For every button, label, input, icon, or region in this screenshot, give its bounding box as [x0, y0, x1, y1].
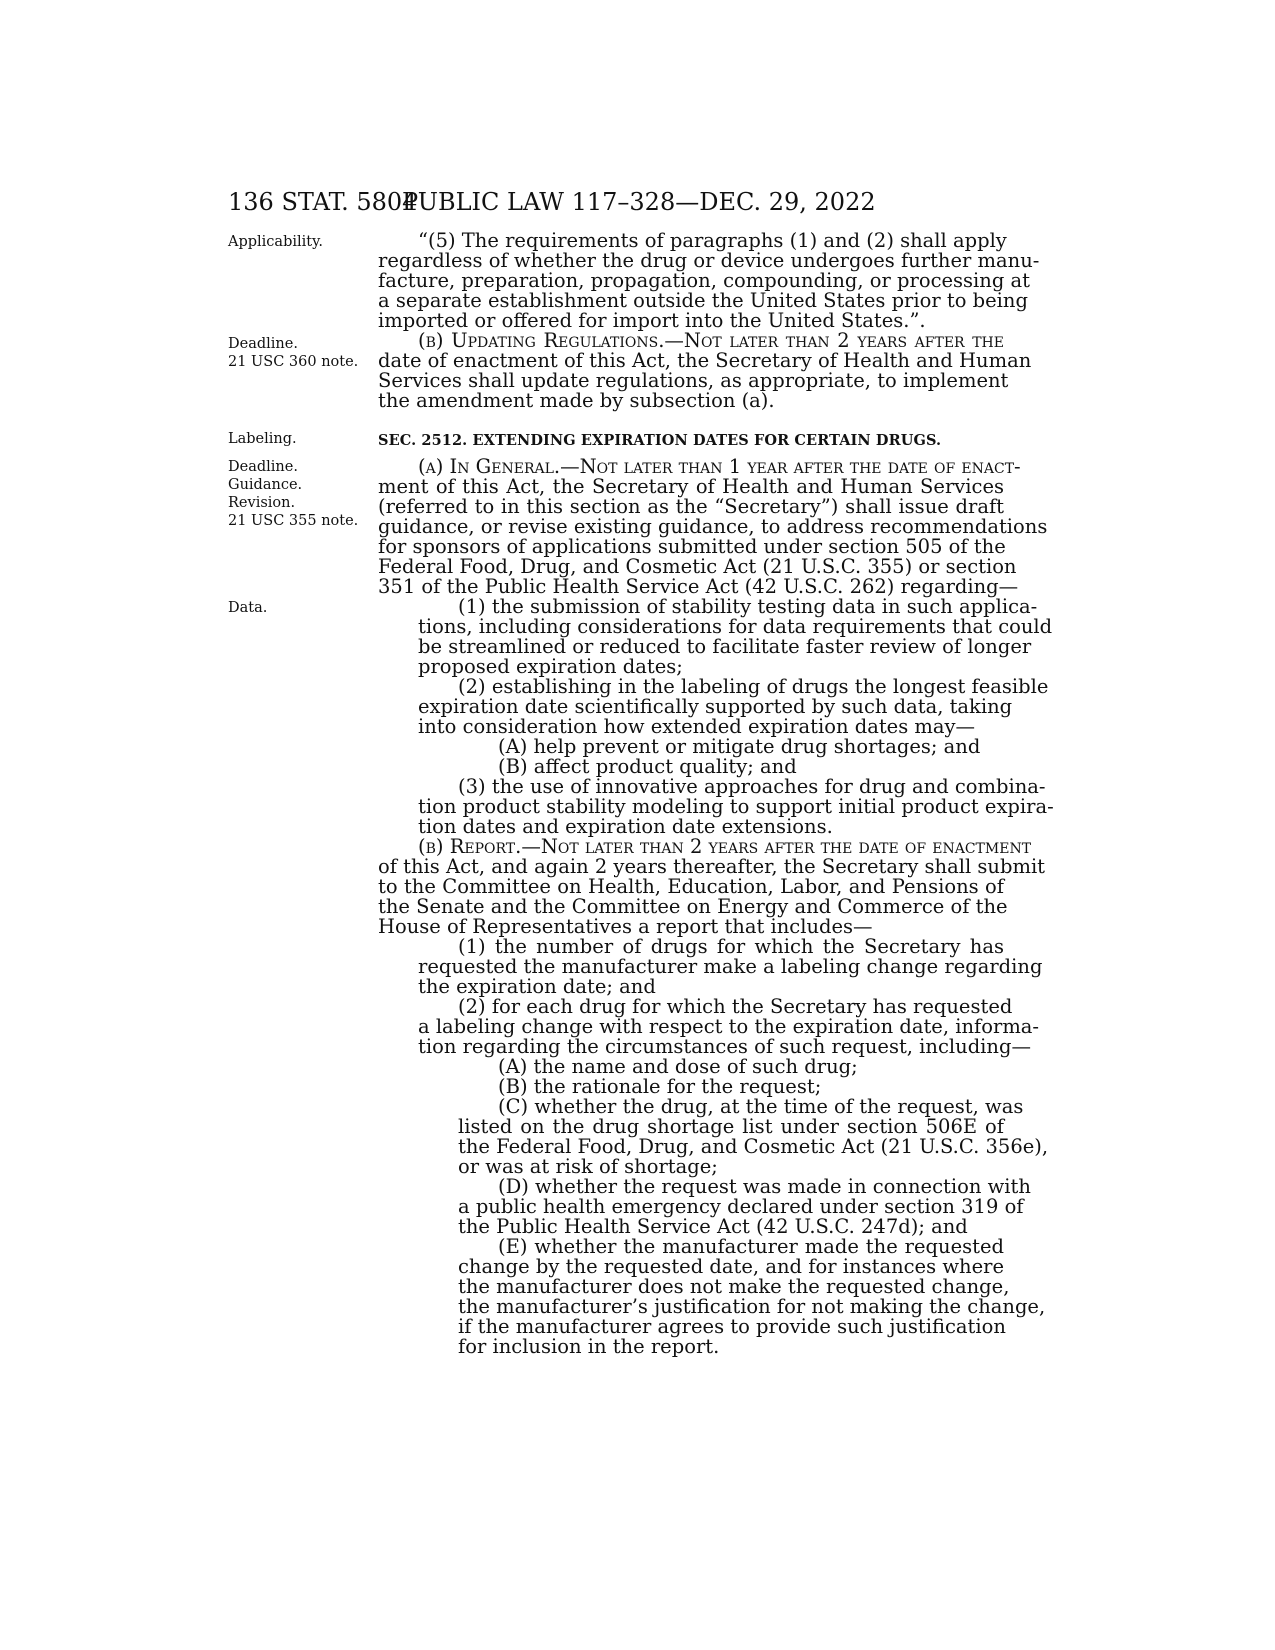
text-line: the expiration date; and [418, 975, 656, 998]
text-line: date of enactment of this Act, the Secretary of Health and Human [378, 349, 1032, 372]
text-line: (E) whether the manufacturer made the requested [498, 1235, 1004, 1258]
text-line: the amendment made by subsection (a). [378, 389, 775, 412]
text-line: (B) the rationale for the request; [498, 1075, 822, 1098]
subsection-text: (b) Updating Regulations.—Not later than 2 years after the [418, 329, 1004, 352]
text-line: tion dates and expiration date extensions. [418, 815, 833, 838]
text-line: a separate establishment outside the United States prior to being [378, 289, 1028, 312]
text-line: House of Representatives a report that includes— [378, 915, 873, 938]
text-line: ment of this Act, the Secretary of Health and Human Services [378, 475, 1004, 498]
margin-note-deadline-360: Deadline. 21 USC 360 note. [228, 336, 359, 370]
text-line: (B) affect product quality; and [498, 755, 797, 778]
text-line: Services shall update regulations, as appropriate, to implement [378, 369, 1009, 392]
margin-note-data: Data. [228, 600, 268, 616]
text-line: expiration date scientifically supported by such data, taking [418, 695, 1013, 718]
text-line: facture, preparation, propagation, compounding, or processing at [378, 269, 1030, 292]
text-line: or was at risk of shortage; [458, 1155, 718, 1178]
section-heading: SEC. 2512. EXTENDING EXPIRATION DATES FOR CERTAIN DRUGS. [378, 432, 942, 449]
text-line [418, 455, 1021, 478]
text-line: proposed expiration dates; [418, 655, 683, 678]
text-line: requested the manufacturer make a labeling change regarding [418, 955, 1043, 978]
text-line: 351 of the Public Health Service Act (42 U.S.C. 262) regarding— [378, 575, 1019, 598]
subsection-text: (a) In General.—Not later than 1 year after the date of enact- [418, 455, 1021, 478]
text-line: (1) the number of drugs for which the Secretary has [458, 935, 1004, 958]
text-line: the manufacturer’s justification for not making the change, [458, 1295, 1046, 1318]
text-line: the Federal Food, Drug, and Cosmetic Act (21 U.S.C. 356e), [458, 1135, 1049, 1158]
text-line: change by the requested date, and for instances where [458, 1255, 1004, 1278]
text-line: “(5) The requirements of paragraphs (1) and (2) shall apply [418, 229, 1007, 252]
subsection-heading [418, 330, 1004, 351]
text-line: tion product stability modeling to support initial product expira- [418, 795, 1054, 818]
text-line: Federal Food, Drug, and Cosmetic Act (21 U.S.C. 355) or section [378, 555, 1017, 578]
text-line: listed on the drug shortage list under section 506E of [458, 1115, 1004, 1138]
text-line: guidance, or revise existing guidance, to address recommendations [378, 515, 1048, 538]
text-line: the Public Health Service Act (42 U.S.C. 247d); and [458, 1215, 968, 1238]
text-line: tions, including considerations for data requirements that could [418, 615, 1053, 638]
text-line: (A) help prevent or mitigate drug shortages; and [498, 735, 981, 758]
text-line: regardless of whether the drug or device undergoes further manu- [378, 249, 1040, 272]
subsection-text: (b) Report.—Not later than 2 years after the date of enactment [418, 835, 1032, 858]
text-line: (C) whether the drug, at the time of the request, was [498, 1095, 1024, 1118]
text-line: if the manufacturer agrees to provide such justification [458, 1315, 1006, 1338]
text-line: (2) for each drug for which the Secretary has requested [458, 995, 1013, 1018]
text-line: for inclusion in the report. [458, 1335, 720, 1358]
page-number: 136 STAT. 5804 [228, 188, 418, 216]
text-line: (A) the name and dose of such drug; [498, 1055, 858, 1078]
text-line: be streamlined or reduced to facilitate faster review of longer [418, 635, 1032, 658]
text-line: for sponsors of applications submitted under section 505 of the [378, 535, 1006, 558]
running-header-title: PUBLIC LAW 117–328—DEC. 29, 2022 [402, 188, 876, 216]
text-line: (2) establishing in the labeling of drugs the longest feasible [458, 675, 1049, 698]
margin-note-labeling: Labeling. [228, 431, 297, 447]
text-line: (1) the submission of stability testing data in such applica- [458, 595, 1038, 618]
text-line: a labeling change with respect to the expiration date, informa- [418, 1015, 1040, 1038]
text-line: (D) whether the request was made in connection with [498, 1175, 1031, 1198]
text-line: into consideration how extended expiration dates may— [418, 715, 976, 738]
text-line: the Senate and the Committee on Energy and Commerce of the [378, 895, 1008, 918]
text-line: a public health emergency declared under section 319 of [458, 1195, 1024, 1218]
text-line: to the Committee on Health, Education, Labor, and Pensions of [378, 875, 1004, 898]
text-line: imported or offered for import into the United States.”. [378, 309, 926, 332]
text-line: (referred to in this section as the “Secretary”) shall issue draft [378, 495, 1004, 518]
margin-note-deadline-355: Deadline. Guidance. Revision. 21 USC 355 note. [228, 459, 359, 529]
text-line: tion regarding the circumstances of such request, including— [418, 1035, 1031, 1058]
text-line [418, 835, 1032, 858]
text-line: of this Act, and again 2 years thereafter, the Secretary shall submit [378, 855, 1046, 878]
margin-note-applicability: Applicability. [228, 234, 323, 250]
text-line: (3) the use of innovative approaches for drug and combina- [458, 775, 1046, 798]
text-line: the manufacturer does not make the requested change, [458, 1275, 1010, 1298]
